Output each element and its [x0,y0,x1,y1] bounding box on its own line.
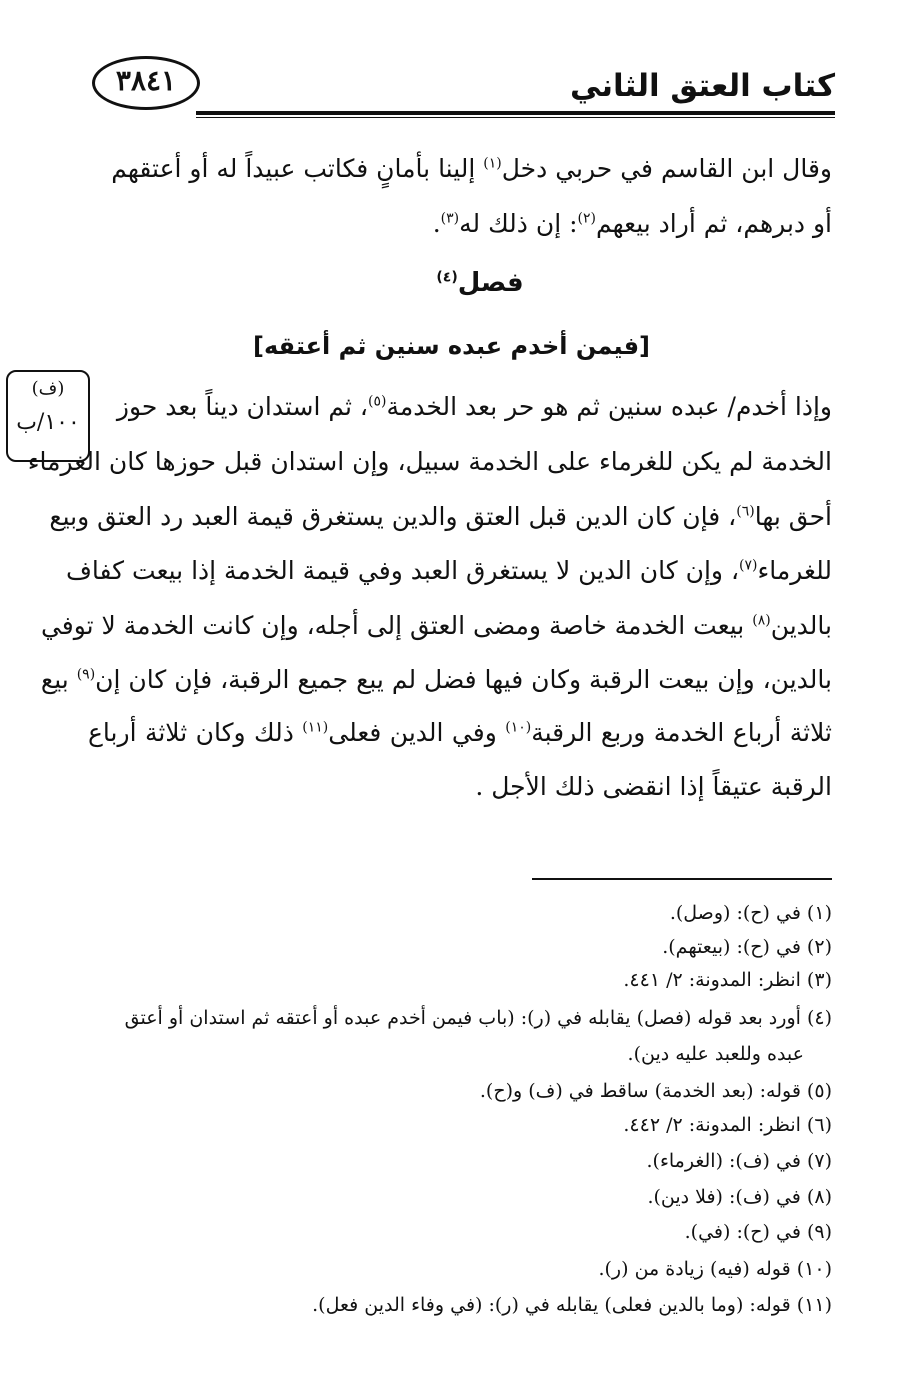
footnote-3: (٣) انظر: المدونة: ٢/ ٤٤١. [623,969,832,991]
para-line-1: وإذا أخدم/ عبده سنين ثم هو حر بعد الخدمة$^{(٥)}$، ثم استدان ديناً بعد حوز [116,392,832,421]
book-title: كتاب العتق الثاني [570,68,835,104]
footnote-2: (٢) في (ح): (بيعتهم). [662,936,832,958]
section-subheading: [فيمن أخدم عبده سنين ثم أعتقه] [253,332,650,360]
footnote-10: (١٠) قوله (فيه) زيادة من (ر). [598,1258,832,1280]
para-line-3: أحق بها$^{(٦)}$، فإن كان الدين قبل العتق والدين يستغرق قيمة العبد رد العتق وبيع [49,502,832,531]
para-line-6: بالدين، وإن بيعت الرقبة وكان فيها فضل لم يبع جميع الرقبة، فإن كان إن$^{(٩)}$ بيع [40,665,832,694]
para-line-7: ثلاثة أرباع الخدمة وربع الرقبة$^{(١٠)}$ وفي الدين فعلى$^{(١١)}$ ذلك وكان ثلاثة أرباع [88,718,832,747]
page-number: ٣٨٤١ [115,64,177,97]
header-rule-thin [196,117,835,118]
footnote-4: (٤) أورد بعد قوله (فصل) يقابله في (ر): (باب فيمن أخدم عبده أو أعتقه ثم استدان أو أعتق [124,1007,832,1029]
margin-note-folio: ١٠٠/ب [16,410,80,435]
header-rule [196,111,835,115]
para-line-2: الخدمة لم يكن للغرماء على الخدمة سبيل، وإن استدان قبل حوزها كان الغرماء [27,447,832,476]
para-line-8: الرقبة عتيقاً إذا انقضى ذلك الأجل . [475,772,832,801]
footnote-7: (٧) في (ف): (الغرماء). [646,1150,832,1172]
para-line-4: للغرماء$^{(٧)}$، وإن كان الدين لا يستغرق العبد وفي قيمة الخدمة إذا بيعت كفاف [66,556,832,585]
section-heading: فصل$^{(٤)}$ [436,268,524,298]
body-line-1: وقال ابن القاسم في حربي دخل$^{(١)}$ إلينا بأمانٍ فكاتب عبيداً له أو أعتقهم [111,154,832,183]
footnote-1: (١) في (ح): (وصل). [669,902,832,924]
footnote-separator [532,878,832,880]
footnote-9: (٩) في (ح): (في). [684,1221,832,1243]
footnote-5: (٥) قوله: (بعد الخدمة) ساقط في (ف) و(ح). [479,1080,832,1102]
body-line-2: أو دبرهم، ثم أراد بيعهم$^{(٢)}$: إن ذلك له$^{(٣)}$. [432,209,832,238]
margin-note-manuscript: (ف) [31,378,65,399]
footnote-8: (٨) في (ف): (فلا دين). [647,1186,832,1208]
footnote-4-continued: عبده وللعبد عليه دين). [627,1043,804,1065]
para-line-5: بالدين$^{(٨)}$ بيعت الخدمة خاصة ومضى العتق إلى أجله، وإن كانت الخدمة لا توفي [40,611,832,640]
footnote-6: (٦) انظر: المدونة: ٢/ ٤٤٢. [623,1114,832,1136]
footnote-11: (١١) قوله: (وما بالدين فعلى) يقابله في (ر): (في وفاء الدين فعل). [312,1294,832,1316]
